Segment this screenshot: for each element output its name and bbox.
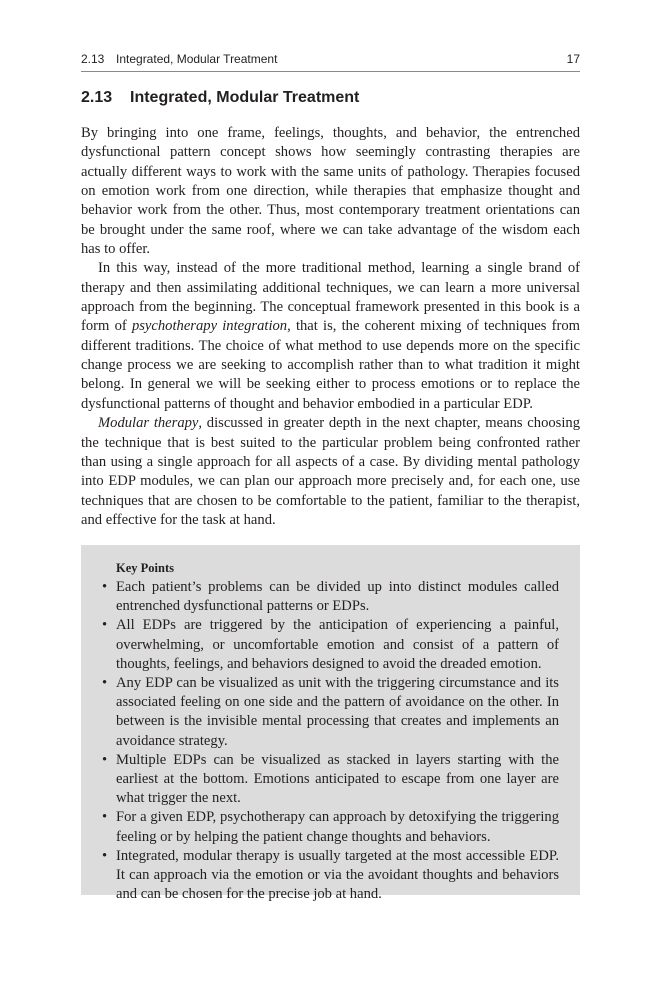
header-rule	[81, 71, 580, 72]
key-points-list	[102, 578, 559, 904]
key-point-item	[102, 674, 559, 751]
key-points-title: Key Points	[116, 561, 174, 575]
running-head	[81, 51, 580, 67]
paragraph-2-text-end: , that is, the coherent mixing of techniques from different traditions. The choice of what method to use depends more on the specific change process we are seeking to accomplish rather than to what tradition it might belong. In general we will be seeking either to process emotions or to replace the dysfunctional patterns of thought and behavior embodied in a particular EDP.	[81, 318, 580, 412]
key-point-item	[102, 616, 559, 674]
key-point-text: Integrated, modular therapy is usually targeted at the most accessible EDP. It can approach via the emotion or via the avoidant thoughts and behaviors and can be chosen for the precise job at hand.	[116, 847, 559, 903]
key-point-item	[102, 578, 559, 616]
section-title: Integrated, Modular Treatment	[130, 89, 360, 106]
key-point-text: Multiple EDPs can be visualized as stacked in layers starting with the earliest at the bottom. Emotions anticipated to escape from one layer are what trigger the next.	[116, 751, 559, 807]
key-point-item	[102, 808, 559, 846]
bullet-icon: •	[102, 675, 108, 692]
running-head-section-number: 2.13	[81, 52, 105, 66]
bullet-icon: •	[102, 617, 108, 634]
paragraph-3-italic-term: Modular therapy	[98, 415, 199, 432]
running-head-title: Integrated, Modular Treatment	[116, 52, 278, 66]
body-text	[81, 124, 580, 530]
bullet-icon: •	[102, 579, 108, 595]
key-point-text: For a given EDP, psychotherapy can approach by detoxifying the triggering feeling or by helping the patient change thoughts and behaviors.	[116, 809, 559, 845]
key-points-box	[81, 545, 580, 903]
key-point-text: All EDPs are triggered by the anticipation of experiencing a painful, overwhelming, or uncomfortable emotion and consist of a pattern of thoughts, feelings, and behaviors designed to avoid the dreaded emotion.	[116, 617, 559, 672]
paragraph-1: By bringing into one frame, feelings, thoughts, and behavior, the entrenched dysfunctional pattern concept shows how seemingly contrasting therapies are actually different ways to work with the same units of pathology. Therapies focused on emotion work from one direction, while therapies that emphasize thought and behavior work from the other. Thus, most contemporary treatment orientations can be brought under the same roof, where we can take advantage of the wisdom each has to offer.	[81, 125, 580, 258]
bullet-icon: •	[102, 751, 108, 768]
paragraph-3	[81, 414, 580, 530]
paragraph-2-text-start: In this way, instead of the more traditional method, learning a single brand of therapy and then assimilating additional techniques, we can learn a more universal approach from the beginning. The conceptual framework presented in this book is a form of	[81, 260, 580, 335]
key-point-text: Each patient’s problems can be divided up into distinct modules called entrenched dysfunctional patterns or EDPs.	[116, 579, 559, 615]
paragraph-2-italic-term: psychotherapy integration	[131, 318, 288, 335]
key-point-text: Any EDP can be visualized as unit with the triggering circumstance and its associated feeling on one side and the pattern of avoidance on the other. In between is the invisible mental processing that creates and implements an avoidance strategy.	[116, 675, 559, 749]
key-point-item	[102, 847, 559, 905]
bullet-icon: •	[102, 809, 108, 826]
paragraph-3-text: , discussed in greater depth in the next chapter, means choosing the technique that is best suited to the particular problem being confronted rather than using a single approach for all aspects of a case. By dividing mental pathology into EDP modules, we can plan our approach more precisely and, for each one, use techniques that are chosen to be comfortable to the patient, familiar to the therapist, and effective for the task at hand.	[81, 415, 580, 528]
page-number: 17	[566, 52, 580, 66]
key-point-item	[102, 751, 559, 809]
paragraph-2	[81, 259, 580, 414]
section-number: 2.13	[81, 89, 113, 106]
bullet-icon: •	[102, 847, 108, 864]
